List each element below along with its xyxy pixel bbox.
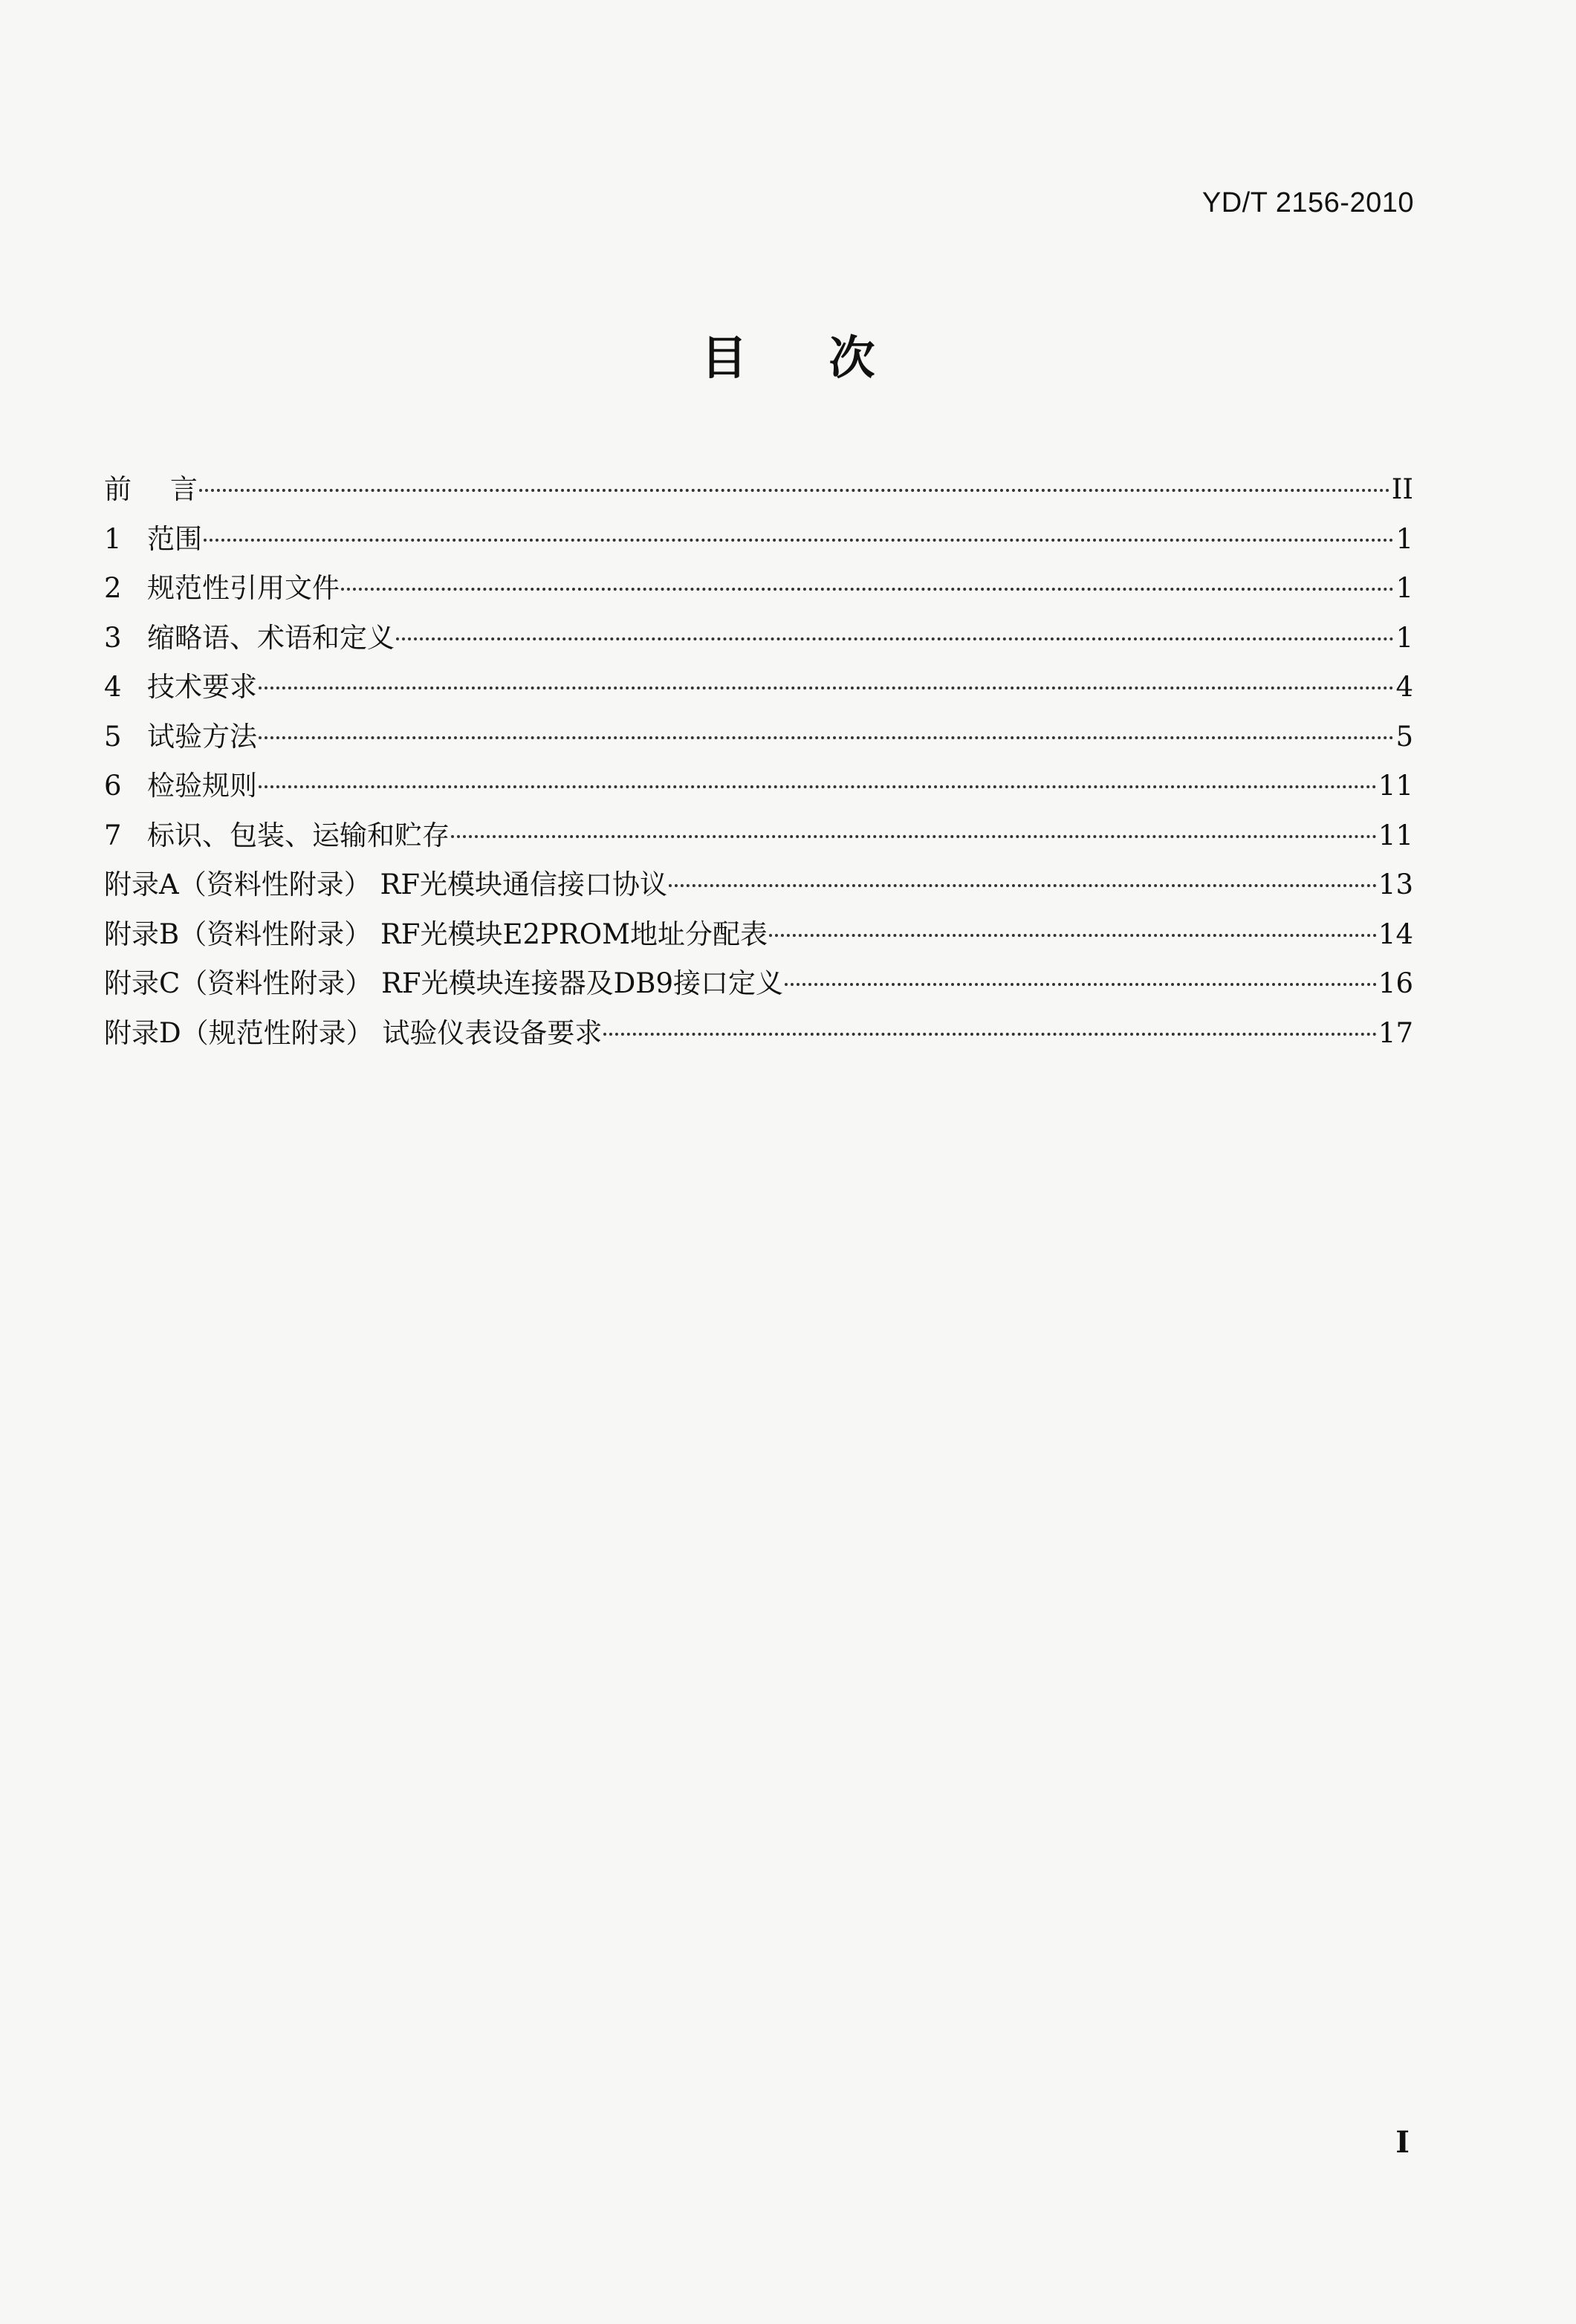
toc-entry-annex-c[interactable] [104, 961, 1413, 1010]
toc-entry-page: 4 [1395, 671, 1413, 703]
toc-entry-3[interactable] [104, 615, 1413, 665]
toc-entry-5[interactable] [104, 714, 1413, 764]
toc-entry-annex-d[interactable] [104, 1010, 1413, 1060]
leader-dots [669, 884, 1377, 887]
toc-entry-label: 缩略语、术语和定义 [147, 621, 395, 654]
leader-dots [259, 687, 1394, 689]
leader-dots [199, 489, 1390, 492]
toc-entry-number: 4 [104, 671, 122, 703]
toc-entry-number: 7 [104, 819, 122, 851]
toc-entry-page: 17 [1378, 1016, 1413, 1049]
toc-entry-7[interactable] [104, 813, 1413, 863]
toc-entry-page: 16 [1378, 967, 1413, 999]
toc-entry-6[interactable] [104, 763, 1413, 813]
toc-entry-page: 14 [1378, 918, 1413, 950]
toc-entry-page: 1 [1395, 522, 1413, 555]
table-of-contents [104, 467, 1413, 1059]
toc-entry-page: 11 [1378, 770, 1413, 802]
toc-entry-label: 检验规则 [147, 770, 257, 802]
toc-entry-label: 范围 [147, 522, 202, 555]
toc-entry-number: 6 [104, 770, 122, 802]
page-number: I [1395, 2125, 1410, 2160]
leader-dots [396, 637, 1394, 640]
toc-entry-label: 试验方法 [147, 720, 257, 753]
toc-entry-number: 5 [104, 720, 122, 753]
toc-entry-page: 11 [1378, 819, 1413, 851]
leader-dots [259, 785, 1377, 788]
toc-entry-label: 附录B（资料性附录） RF光模块E2PROM地址分配表 [104, 918, 768, 950]
toc-entry-label: 技术要求 [147, 671, 257, 703]
toc-entry-number: 2 [104, 572, 122, 604]
toc-entry-label: 规范性引用文件 [147, 572, 340, 604]
leader-dots [769, 934, 1377, 937]
leader-dots [259, 736, 1394, 739]
toc-entry-page: 13 [1378, 869, 1413, 900]
toc-entry-label: 附录D（规范性附录） 试验仪表设备要求 [104, 1016, 603, 1049]
leader-dots [603, 1033, 1376, 1036]
toc-entry-annex-b[interactable] [104, 912, 1413, 961]
toc-entry-label: 标识、包装、运输和贮存 [147, 819, 450, 851]
toc-entry-label: 前 [104, 473, 132, 505]
standard-code: YD/T 2156-2010 [1202, 187, 1414, 218]
toc-entry-page: 1 [1395, 621, 1413, 654]
leader-dots [204, 539, 1394, 542]
toc-entry-label: 附录A（资料性附录） RF光模块通信接口协议 [104, 869, 668, 900]
toc-entry-foreword[interactable] [104, 467, 1413, 516]
toc-entry-4[interactable] [104, 664, 1413, 714]
toc-entry-page: 5 [1395, 720, 1413, 753]
leader-dots [451, 835, 1377, 838]
toc-entry-page: 1 [1395, 572, 1413, 604]
toc-entry-label: 附录C（资料性附录） RF光模块连接器及DB9接口定义 [104, 967, 783, 999]
toc-entry-page: II [1391, 473, 1413, 505]
leader-dots [785, 983, 1377, 986]
leader-dots [341, 588, 1394, 591]
toc-entry-label-tail: 言 [170, 473, 198, 505]
toc-title: 目次 [701, 331, 957, 385]
toc-entry-number: 1 [104, 522, 122, 555]
toc-entry-2[interactable] [104, 565, 1413, 615]
toc-entry-annex-a[interactable] [104, 862, 1413, 912]
toc-entry-number: 3 [104, 621, 122, 654]
toc-entry-1[interactable] [104, 516, 1413, 566]
